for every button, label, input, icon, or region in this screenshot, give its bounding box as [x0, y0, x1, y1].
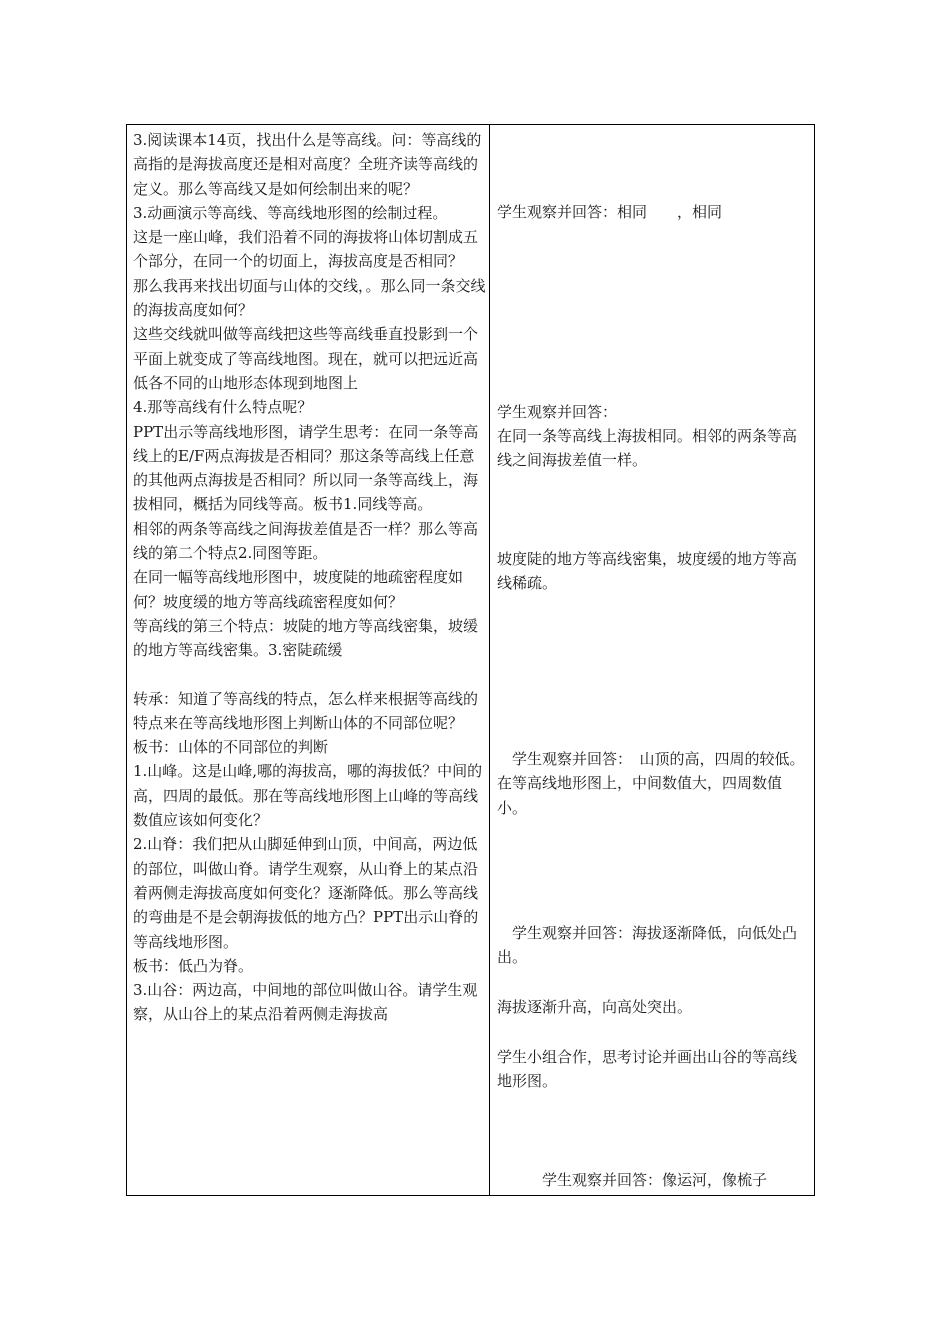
- student-answer: 学生观察并回答： 山顶的高，四周的较低。在等高线地形图上，中间数值大，四周数值小。: [497, 750, 805, 817]
- student-answer: 学生观察并回答：: [497, 403, 618, 421]
- student-answer: 学生观察并回答：相同 ，相同: [497, 203, 723, 221]
- paragraph: 板书：山体的不同部位的判断: [133, 738, 329, 757]
- paragraph: 板书：低凸为脊。: [133, 956, 254, 975]
- student-answer: 海拔逐渐升高，向高处突出。: [497, 998, 693, 1016]
- paragraph: 在同一幅等高线地形图中，坡度陡的地疏密程度如何？坡度缓的地方等高线疏密程度如何？: [133, 568, 464, 611]
- column-divider: [489, 124, 490, 1196]
- student-answer: 坡度陡的地方等高线密集，坡度缓的地方等高线稀疏。: [497, 550, 798, 593]
- blank-line: [133, 663, 487, 687]
- student-answer: 学生小组合作，思考讨论并画出山谷的等高线地形图。: [497, 1048, 798, 1091]
- paragraph: 等高线的第三个特点：坡陡的地方等高线密集，坡缓的地方等高线密集。3.密陡疏缓: [133, 616, 479, 660]
- paragraph: 3.阅读课本14页，找出什么是等高线。问：等高线的高指的是海拔高度还是相对高度？全班齐读等高线的定义。那么等高线又是如何绘制出来的呢？: [133, 131, 482, 198]
- paragraph: 相邻的两条等高线之间海拔差值是否一样？那么等高线的第二个特点2.同图等距。: [133, 519, 479, 563]
- teacher-activity-column: [133, 128, 487, 1027]
- paragraph: 这些交线就叫做等高线把这些等高线垂直投影到一个平面上就变成了等高线地图。现在，就可以把远近高低各不同的山地形态体现到地图上: [133, 325, 479, 392]
- student-answer: 在同一条等高线上海拔相同。相邻的两条等高线之间海拔差值一样。: [497, 427, 798, 470]
- paragraph: 这是一座山峰，我们沿着不同的海拔将山体切割成五个部分，在同一个的切面上，海拔高度是否相同？: [133, 228, 479, 271]
- paragraph: 那么我再来找出切面与山体的交线，。那么同一条交线的海拔高度如何？: [133, 276, 486, 320]
- paragraph: PPT出示等高线地形图，请学生思考：在同一条等高线上的E/F两点海拔是否相同？那这条等高线上任意的其他两点海拔是否相同？所以同一条等高线上，海拔相同，概括为同线等高。板书1.同线等高。: [133, 422, 479, 514]
- student-answer: 学生观察并回答：海拔逐渐降低，向低处凸出。: [497, 924, 798, 967]
- paragraph: 3.山谷：两边高，中间地的部位叫做山谷。请学生观察，从山谷上的某点沿着两侧走海拔高: [133, 981, 478, 1024]
- paragraph: 3.动画演示等高线、等高线地形图的绘制过程。: [133, 203, 448, 222]
- student-answer: 学生观察并回答：像运河，像梳子: [497, 1171, 768, 1189]
- paragraph: 转承：知道了等高线的特点，怎么样来根据等高线的特点来在等高线地形图上判断山体的不同部位呢？: [133, 689, 479, 732]
- paragraph: 2.山脊：我们把从山脚延伸到山顶，中间高，两边低的部位，叫做山脊。请学生观察，从山脊上的某点沿着两侧走海拔高度如何变化？逐渐降低。那么等高线的弯曲是不是会朝海拔低的地方凸？PPT出示山脊的等高线地形图。: [133, 835, 479, 951]
- paragraph: 1.山峰。这是山峰,哪的海拔高，哪的海拔低？中间的高，四周的最低。那在等高线地形图上山峰的等高线数值应该如何变化？: [133, 762, 483, 830]
- paragraph: 4.那等高线有什么特点呢？: [133, 398, 313, 417]
